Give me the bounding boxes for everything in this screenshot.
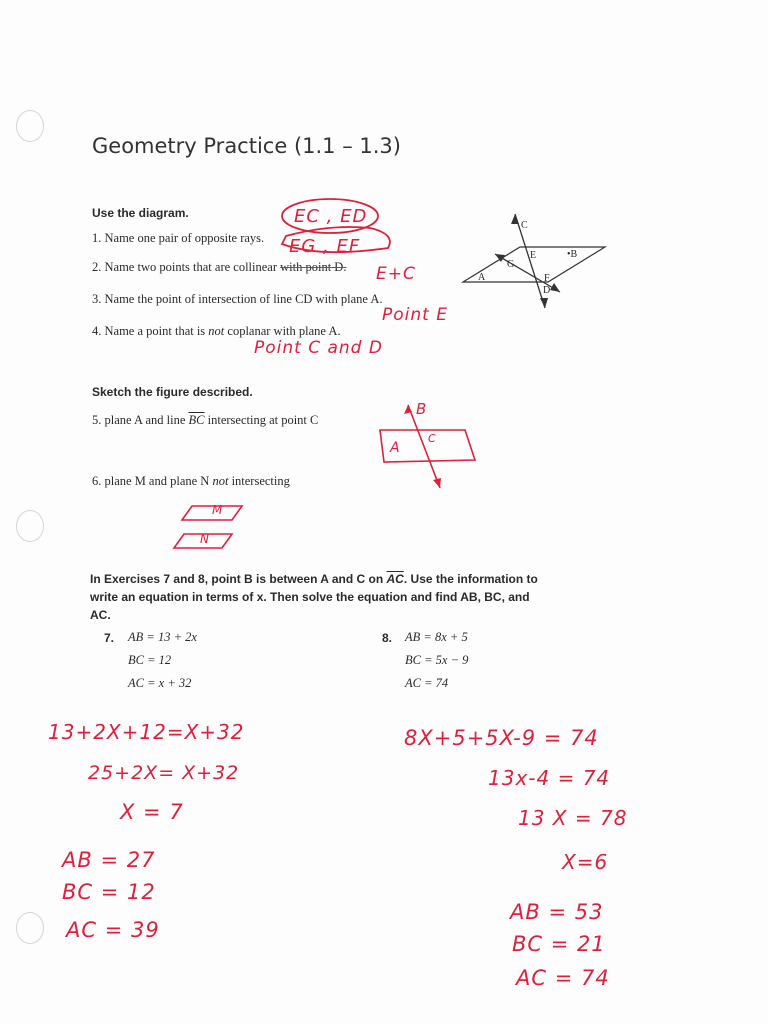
work8-line1: 8X+5+5X-9 = 74 [404,726,599,750]
line-gf [495,254,560,292]
exercise-7-number: 7. [104,631,115,645]
work8-line3: 13 X = 78 [518,806,628,830]
work7-line5: BC = 12 [62,880,156,904]
work8-line6: BC = 21 [512,932,606,956]
diagram-label-f: F [544,273,550,284]
work8-line4: X=6 [562,850,609,874]
work7-line2: 25+2X= X+32 [88,762,240,784]
answer-1-line2: EG , EF [289,236,361,257]
diagram-label-c: C [521,220,528,231]
exercise-7-line2: BC = 12 [128,653,172,667]
plane-diagram [460,212,610,312]
work7-line6: AC = 39 [66,918,160,942]
answer-4: Point C and D [254,338,383,358]
question-5: 5. plane A and line $\overline{BC}$ intersecting at point C [92,413,319,427]
diagram-label-g: G [507,259,515,270]
exercise-7-line1: AB = 13 + 2x [128,630,197,644]
line-cd [515,214,545,308]
exercise-8-line2: BC = 5x − 9 [405,653,469,667]
binder-hole-bottom [16,912,44,944]
work8-line7: AC = 74 [516,966,610,990]
work7-line4: AB = 27 [62,848,156,872]
diagram-label-a: A [478,272,486,283]
binder-hole-middle [16,510,44,542]
work8-line5: AB = 53 [510,900,604,924]
section3-instructions: In Exercises 7 and 8, point B is between A and C on $\overline{AC}$. Use the information to write an equation in terms of x. Then solve the equation and find AB, BC, and AC. [90,572,538,622]
sketch-6 [170,502,250,552]
answer-3: Point E [382,305,448,325]
exercise-8-line3: AC = 74 [405,676,449,690]
work7-line3: X = 7 [120,800,184,824]
answer-1-line1: EC , ED [294,206,368,227]
sketch6-label-m: M [212,503,224,517]
sketch5-label-b: B [416,400,428,418]
diagram-label-b: •B [567,249,578,260]
binder-hole-top [16,110,44,142]
work8-line2: 13x-4 = 74 [488,766,611,790]
sketch6-label-n: N [200,532,210,546]
question-2: 2. Name two points that are collinear with point D. [92,260,347,274]
struck-text: with point D. [280,260,347,274]
question-4: 4. Name a point that is not coplanar with plane A. [92,324,341,338]
question-1: 1. Name one pair of opposite rays. [92,231,265,245]
page-title: Geometry Practice (1.1 – 1.3) [92,134,401,158]
exercise-8-number: 8. [382,631,393,645]
answer-2: E+C [376,264,416,284]
question-3: 3. Name the point of intersection of line CD with plane A. [92,292,383,306]
sketch5-label-c: C [428,432,437,445]
sketch5-label-a: A [390,440,401,456]
work7-line1: 13+2X+12=X+32 [48,720,245,744]
section1-heading: Use the diagram. [92,206,189,220]
exercise-7-line3: AC = x + 32 [128,676,192,690]
question-6: 6. plane M and plane N not intersecting [92,474,290,488]
diagram-label-e: E [530,250,537,261]
exercise-8-line1: AB = 8x + 5 [405,630,468,644]
diagram-label-d: D [543,285,551,296]
section2-heading: Sketch the figure described. [92,385,253,399]
